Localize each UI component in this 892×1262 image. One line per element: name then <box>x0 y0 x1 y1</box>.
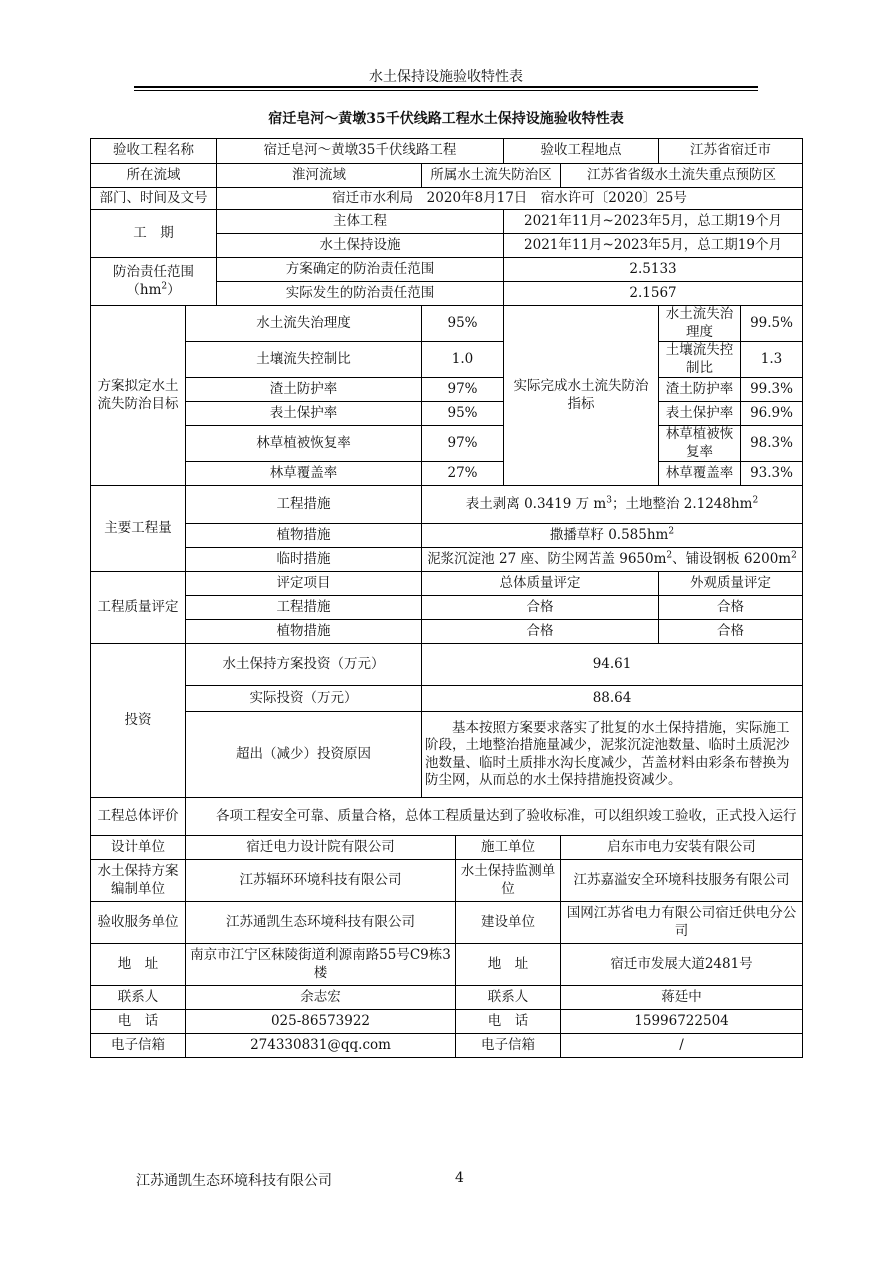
target-name: 表土保护率 <box>186 402 422 426</box>
works-temp-value <box>422 548 803 572</box>
target-name: 林草植被恢复率 <box>186 426 422 462</box>
period-swc-label: 水土保持设施 <box>217 234 504 258</box>
row-works-temp <box>91 548 803 572</box>
row-scope-planned <box>91 258 803 282</box>
works-plant-a: 撒播草籽 0.585hm <box>549 527 669 543</box>
table-row <box>91 620 803 644</box>
project-location: 江苏省宿迁市 <box>659 139 803 164</box>
contact-right: 蒋廷中 <box>561 986 803 1010</box>
investment-actual-label: 实际投资（万元） <box>186 686 422 712</box>
row-evaluation <box>91 798 803 836</box>
footer-company: 江苏通凯生态环境科技有限公司 <box>136 1173 332 1189</box>
target-actual-value: 99.5% <box>741 306 803 342</box>
period-swc-value: 2021年11月~2023年5月，总工期19个月 <box>504 234 803 258</box>
construction-unit-label: 施工单位 <box>456 836 561 860</box>
row-investment-reason <box>91 712 803 798</box>
target-actual-value: 98.3% <box>741 426 803 462</box>
target-plan-value: 27% <box>422 462 504 486</box>
investment-label: 投资 <box>91 644 186 798</box>
page-number: 4 <box>455 1170 464 1186</box>
header-rule-thin <box>134 90 758 91</box>
target-actual-value: 93.3% <box>741 462 803 486</box>
design-unit: 宿迁电力设计院有限公司 <box>186 836 456 860</box>
quality-overall: 合格 <box>422 620 659 644</box>
target-plan-value: 95% <box>422 402 504 426</box>
works-temp-label: 临时措施 <box>186 548 422 572</box>
works-temp-a: 泥浆沉淀池 27 座、防尘网苫盖 9650m <box>427 551 667 567</box>
row-contact <box>91 986 803 1010</box>
design-unit-label: 设计单位 <box>91 836 186 860</box>
phone-label: 电 话 <box>91 1010 186 1034</box>
scope-label-text: 防治责任范围 <box>113 263 194 280</box>
period-label: 工 期 <box>91 210 217 258</box>
target-name: 水土流失治理度 <box>186 306 422 342</box>
target-name: 林草植被恢复率 <box>659 426 741 462</box>
address-label: 地 址 <box>91 944 186 986</box>
contact-left: 余志宏 <box>186 986 456 1010</box>
basin: 淮河流域 <box>217 164 422 188</box>
address-left: 南京市江宁区秣陵街道利源南路55号C9栋3楼 <box>186 944 456 986</box>
target-name: 渣土防护率 <box>186 378 422 402</box>
target-plan-value: 95% <box>422 306 504 342</box>
table-row <box>91 342 803 378</box>
row-design <box>91 836 803 860</box>
evaluation-text: 各项工程安全可靠、质量合格，总体工程质量达到了验收标准，可以组织竣工验收，正式投入运行 <box>186 798 803 836</box>
works-engineering-label: 工程措施 <box>186 486 422 524</box>
zone: 江苏省省级水土流失重点预防区 <box>561 164 803 188</box>
works-label: 主要工程量 <box>91 486 186 572</box>
scope-unit-end: ） <box>167 281 181 298</box>
project-name-label: 验收工程名称 <box>91 139 217 164</box>
email-left: 274330831@qq.com <box>186 1034 456 1058</box>
email-right: / <box>561 1034 803 1058</box>
target-name: 表土保护率 <box>659 402 741 426</box>
works-engineering-b-sup: 2 <box>752 495 759 506</box>
quality-label: 工程质量评定 <box>91 572 186 644</box>
investment-reason-text: 基本按照方案要求落实了批复的水土保持措施，实际施工阶段，土地整治措施量减少，泥浆沉淀池数量、临时土质泥沙池数量、临时土质排水沟长度减少，苫盖材料由彩条布替换为防尘网，从而总的水土保持措施投资减少。 <box>422 712 803 798</box>
phone-right: 15996722504 <box>561 1010 803 1034</box>
table-row <box>91 596 803 620</box>
works-engineering-value <box>422 486 803 524</box>
scope-actual-value: 2.1567 <box>504 282 803 306</box>
investment-actual-value: 88.64 <box>422 686 803 712</box>
scope-unit-sup: 2 <box>161 281 168 291</box>
target-plan-value: 1.0 <box>422 342 504 378</box>
table-row <box>91 462 803 486</box>
row-works-engineering <box>91 486 803 524</box>
table-row <box>91 426 803 462</box>
header-rule <box>134 86 758 88</box>
scope-actual-label: 实际发生的防治责任范围 <box>217 282 504 306</box>
address-label-right: 地 址 <box>456 944 561 986</box>
scope-planned-label: 方案确定的防治责任范围 <box>217 258 504 282</box>
quality-item-header: 评定项目 <box>186 572 422 596</box>
document-title: 宿迁皂河～黄墩35千伏线路工程水土保持设施验收特性表 <box>268 111 624 127</box>
phone-label-right: 电 话 <box>456 1010 561 1034</box>
target-actual-value: 1.3 <box>741 342 803 378</box>
plan-author-label: 水土保持方案编制单位 <box>91 860 186 902</box>
row-period-main <box>91 210 803 234</box>
investment-reason-label: 超出（减少）投资原因 <box>186 712 422 798</box>
plan-author: 江苏辐环环境科技有限公司 <box>186 860 456 902</box>
row-basin <box>91 164 803 188</box>
plan-target-label: 方案拟定水土流失防治目标 <box>91 306 186 486</box>
target-plan-value: 97% <box>422 378 504 402</box>
row-phone <box>91 1010 803 1034</box>
target-actual-value: 99.3% <box>741 378 803 402</box>
monitor-unit-label: 水土保持监测单位 <box>456 860 561 902</box>
quality-item: 植物措施 <box>186 620 422 644</box>
quality-appearance-header: 外观质量评定 <box>659 572 803 596</box>
zone-label: 所属水土流失防治区 <box>422 164 561 188</box>
row-email <box>91 1034 803 1058</box>
monitor-unit: 江苏嘉溢安全环境科技服务有限公司 <box>561 860 803 902</box>
evaluation-label: 工程总体评价 <box>91 798 186 836</box>
row-project-name <box>91 139 803 164</box>
target-name: 水土流失治理度 <box>659 306 741 342</box>
investment-plan-label: 水土保持方案投资（万元） <box>186 644 422 686</box>
works-temp-a-sup: 2 <box>666 550 673 561</box>
quality-appearance: 合格 <box>659 620 803 644</box>
table-row <box>91 378 803 402</box>
row-investment-plan <box>91 644 803 686</box>
builder-unit: 国网江苏省电力有限公司宿迁供电分公司 <box>561 902 803 944</box>
service-unit: 江苏通凯生态环境科技有限公司 <box>186 902 456 944</box>
row-works-plant <box>91 524 803 548</box>
scope-label <box>91 258 217 306</box>
quality-item: 工程措施 <box>186 596 422 620</box>
target-name: 林草覆盖率 <box>186 462 422 486</box>
scope-unit: （hm <box>126 281 162 298</box>
target-name: 渣土防护率 <box>659 378 741 402</box>
works-temp-b-sup: 2 <box>791 550 797 561</box>
row-plan-author <box>91 860 803 902</box>
acceptance-spec-table <box>90 138 803 1058</box>
target-name: 土壤流失控制比 <box>186 342 422 378</box>
running-header: 水土保持设施验收特性表 <box>369 69 523 85</box>
works-plant-value <box>422 524 803 548</box>
target-actual-value: 96.9% <box>741 402 803 426</box>
row-address <box>91 944 803 986</box>
period-main-label: 主体工程 <box>217 210 504 234</box>
address-right: 宿迁市发展大道2481号 <box>561 944 803 986</box>
basin-label: 所在流域 <box>91 164 217 188</box>
works-temp-b: 、铺设钢板 6200m <box>672 551 792 567</box>
scope-planned-value: 2.5133 <box>504 258 803 282</box>
approval: 宿迁市水利局 2020年8月17日 宿水许可〔2020〕25号 <box>217 188 803 210</box>
table-row <box>91 306 803 342</box>
contact-label-right: 联系人 <box>456 986 561 1010</box>
email-label-right: 电子信箱 <box>456 1034 561 1058</box>
target-plan-value: 97% <box>422 426 504 462</box>
quality-overall-header: 总体质量评定 <box>422 572 659 596</box>
target-name: 土壤流失控制比 <box>659 342 741 378</box>
project-location-label: 验收工程地点 <box>504 139 659 164</box>
construction-unit: 启东市电力安装有限公司 <box>561 836 803 860</box>
actual-target-label: 实际完成水土流失防治指标 <box>504 306 659 486</box>
phone-left: 025-86573922 <box>186 1010 456 1034</box>
row-quality-header <box>91 572 803 596</box>
works-plant-a-sup: 2 <box>668 526 675 537</box>
period-main-value: 2021年11月~2023年5月，总工期19个月 <box>504 210 803 234</box>
approval-label: 部门、时间及文号 <box>91 188 217 210</box>
quality-overall: 合格 <box>422 596 659 620</box>
row-approval <box>91 188 803 210</box>
builder-unit-label: 建设单位 <box>456 902 561 944</box>
quality-appearance: 合格 <box>659 596 803 620</box>
investment-plan-value: 94.61 <box>422 644 803 686</box>
email-label: 电子信箱 <box>91 1034 186 1058</box>
works-engineering-a: 表土剥离 0.3419 万 m <box>465 496 607 512</box>
contact-label: 联系人 <box>91 986 186 1010</box>
works-engineering-a-sup: 3 <box>606 495 612 506</box>
service-unit-label: 验收服务单位 <box>91 902 186 944</box>
row-service <box>91 902 803 944</box>
row-investment-actual <box>91 686 803 712</box>
project-name: 宿迁皂河～黄墩35千伏线路工程 <box>217 139 504 164</box>
table-row <box>91 402 803 426</box>
works-engineering-b: ；土地整治 2.1248hm <box>611 496 753 512</box>
works-plant-label: 植物措施 <box>186 524 422 548</box>
target-name: 林草覆盖率 <box>659 462 741 486</box>
